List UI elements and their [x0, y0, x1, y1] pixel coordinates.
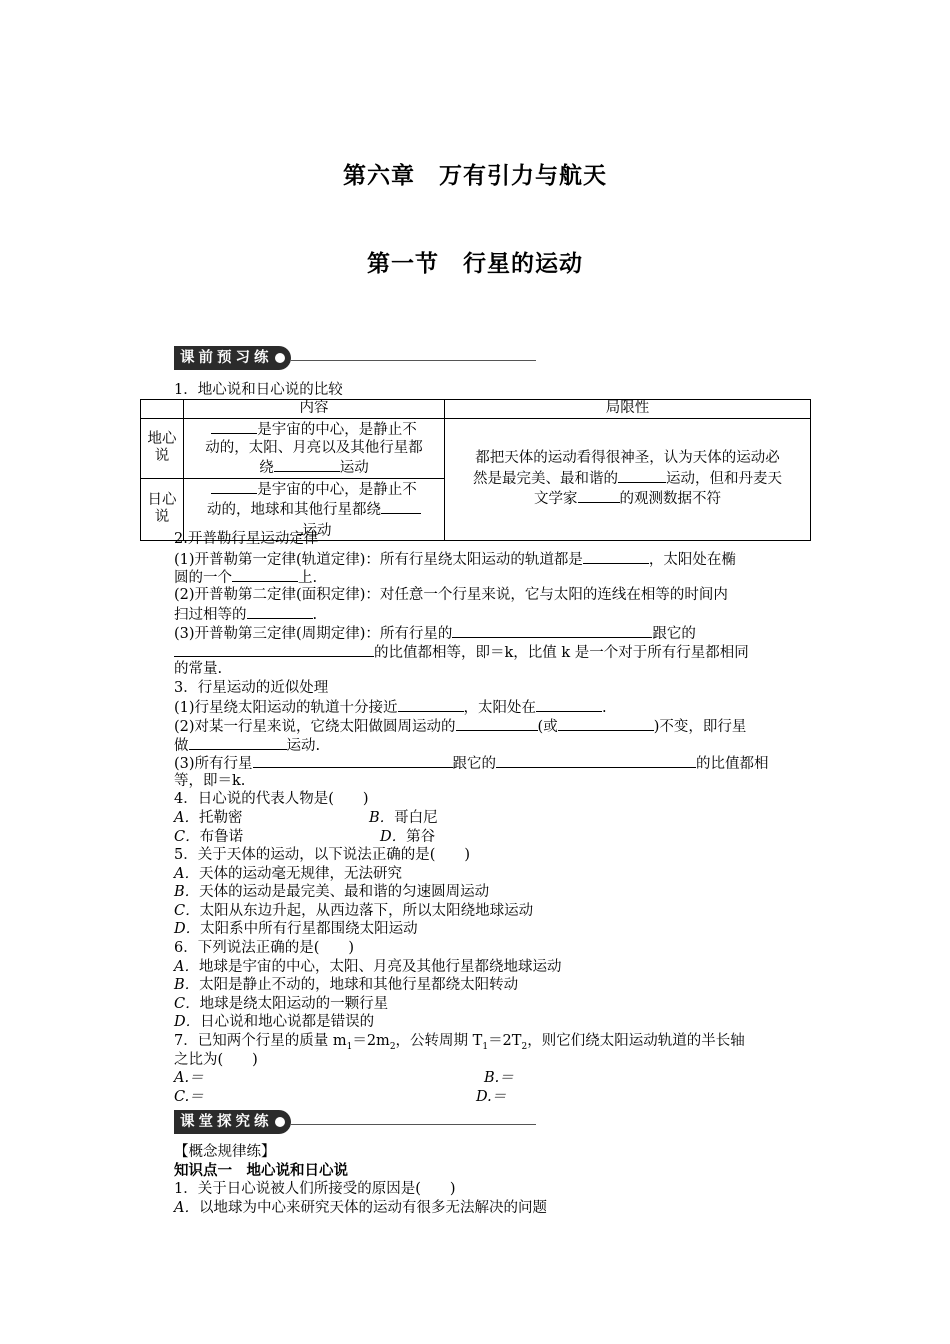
banner-rule — [291, 360, 536, 361]
q6-option-c — [174, 995, 812, 1014]
row2-c: 运动 — [302, 522, 332, 539]
section-title: 第一节 行星的运动 — [367, 251, 583, 277]
row1-content — [184, 419, 445, 479]
part2-text — [174, 1143, 812, 1217]
q1-title — [174, 381, 812, 400]
blank — [558, 716, 654, 731]
q7-option-c: C.＝ — [174, 1088, 204, 1105]
chapter-title: 第六章 万有引力与航天 — [343, 163, 607, 189]
option-text: 天体的运动是最完美、最和谐的匀速圆周运动 — [199, 884, 490, 901]
q3-l2c: )不变，即行星 — [653, 718, 747, 735]
q4-option-d — [380, 828, 435, 847]
q5-option-b — [174, 883, 812, 902]
option-label: C． — [174, 995, 200, 1012]
blank — [536, 697, 602, 712]
q7-stem-d: ＝2T — [488, 1033, 522, 1050]
subscript: 2 — [389, 1041, 396, 1052]
row1-b: 动的，太阳、月亮以及其他行星都 — [205, 439, 423, 456]
q7-stem — [174, 1032, 812, 1051]
q2-line3-cont — [174, 642, 812, 661]
q3-line3 — [174, 753, 812, 772]
limit-a: 都把天体的运动看得很神圣，认为天体的运动必 — [475, 450, 780, 467]
q6-stem: 6．下列说法正确的是( ) — [174, 940, 355, 957]
q2-l1d: 上. — [298, 570, 318, 587]
option-label: D． — [380, 828, 407, 845]
part2-q1-stem: 1．关于日心说被人们所接受的原因是( ) — [174, 1181, 456, 1198]
option-label: B． — [369, 809, 395, 826]
q7-stem-c: ，公转周期 T — [395, 1033, 483, 1050]
limit-c1: 文学家 — [534, 491, 578, 508]
q3-l1b: ，太阳处在 — [463, 700, 537, 717]
row2-b: 动的，地球和其他行星都绕 — [207, 502, 381, 518]
header-content: 内容 — [184, 400, 445, 419]
blank — [211, 479, 257, 494]
q6-option-a — [174, 958, 812, 977]
q3-l3c: 的比值都相 — [696, 756, 769, 773]
row1-c1: 绕 — [259, 460, 274, 476]
blank — [452, 623, 652, 638]
q4-option-c — [174, 828, 380, 847]
option-label: B． — [174, 884, 200, 901]
q3-l3a: (3)所有行星 — [174, 756, 253, 773]
limit-b2: 运动，但和丹麦天 — [666, 470, 782, 487]
q4-options-ab — [174, 809, 812, 828]
q7-options-ab — [174, 1069, 812, 1088]
option-label: B． — [174, 977, 200, 994]
q7-option-d: D.＝ — [476, 1088, 507, 1105]
option-text: 哥白尼 — [394, 809, 438, 826]
blank — [211, 419, 257, 434]
knowledge-point: 知识点一 地心说和日心说 — [174, 1162, 348, 1179]
q7-option-b: B.＝ — [484, 1070, 514, 1087]
blank — [253, 753, 453, 768]
subscript: 1 — [482, 1041, 489, 1052]
table-header-row — [141, 400, 811, 419]
q3-line1 — [174, 697, 812, 716]
option-text: 以地球为中心来研究天体的运动有很多无法解决的问题 — [198, 1199, 547, 1216]
q2-l2c: . — [312, 607, 318, 624]
blank — [232, 567, 298, 582]
option-label: A． — [174, 865, 199, 882]
option-text: 地球是绕太阳运动的一颗行星 — [199, 995, 389, 1012]
q6-option-d — [174, 1013, 812, 1032]
q4-option-b — [369, 809, 438, 828]
q6-option-b — [174, 976, 812, 995]
body-text — [174, 530, 812, 1106]
q5-stem: 5．关于天体的运动，以下说法正确的是( ) — [174, 847, 471, 864]
limit-cell — [445, 419, 811, 541]
option-label: A． — [174, 1199, 199, 1216]
q4-stem: 4．日心说的代表人物是( ) — [174, 791, 369, 808]
classroom-banner — [174, 1109, 536, 1135]
q7-option-a: A.＝ — [174, 1070, 204, 1087]
row1-a: 是宇宙的中心，是静止不 — [257, 422, 417, 438]
preview-banner-text: 课前预习练 — [180, 350, 273, 366]
blank — [578, 488, 620, 503]
limit-b1: 然是最完美、最和谐的 — [473, 470, 618, 487]
q1-title-text: 1．地心说和日心说的比较 — [174, 382, 343, 398]
part2-heading: 【概念规律练】 — [174, 1144, 276, 1160]
q3-title: 3．行星运动的近似处理 — [174, 679, 329, 696]
q2-l3c: 的比值都相等，即＝k，比值 k 是一个对于所有行星都相同 — [374, 644, 749, 661]
q2-line1-cont — [174, 567, 812, 586]
q3-l1c: . — [602, 700, 607, 717]
blank — [174, 642, 374, 657]
blank — [496, 753, 696, 768]
q3-l2a: (2)对某一行星来说，它绕太阳做圆周运动的 — [174, 718, 456, 735]
subscript: 2 — [521, 1041, 528, 1052]
q2-l2b: 扫过相等的 — [174, 607, 247, 624]
dot-icon — [275, 353, 285, 363]
limit-c2: 的观测数据不符 — [619, 491, 721, 508]
blank — [247, 604, 313, 619]
option-label: D． — [174, 921, 201, 938]
option-text: 第谷 — [406, 828, 436, 845]
q3-l3b: 跟它的 — [452, 756, 497, 773]
q7-options-cd — [174, 1088, 812, 1107]
blank — [381, 499, 421, 514]
q5-option-c — [174, 902, 812, 921]
q2-line3-end: 的常量. — [174, 661, 223, 678]
q3-l2d: 做 — [174, 737, 189, 754]
q2-line3 — [174, 623, 812, 642]
blank — [398, 697, 464, 712]
q3-l1a: (1)行星绕太阳运动的轨道十分接近 — [174, 700, 398, 717]
classroom-banner-label — [174, 1110, 291, 1134]
table-row — [141, 419, 811, 479]
row2-label: 日心说 — [141, 478, 184, 541]
q4-option-a — [174, 809, 369, 828]
q3-line3-end: 等，即＝k. — [174, 772, 246, 789]
preview-banner-label — [174, 346, 291, 370]
row1-label: 地心说 — [141, 419, 184, 479]
option-text: 地球是宇宙的中心，太阳、月亮及其他行星都绕地球运动 — [198, 958, 562, 975]
q7-stem-a: 7．已知两个行星的质量 m — [174, 1033, 347, 1050]
option-text: 太阳系中所有行星都围绕太阳运动 — [200, 921, 418, 938]
blank — [583, 549, 649, 564]
q2-l1a: (1)开普勒第一定律(轨道定律)：所有行星绕太阳运动的轨道都是 — [174, 551, 583, 568]
q7-stem-e: ，则它们绕太阳运动轨道的半长轴 — [527, 1033, 745, 1050]
q7-stem-cont: 之比为( ) — [174, 1051, 258, 1068]
q2-l3b: 跟它的 — [652, 625, 696, 642]
option-label: C． — [174, 902, 200, 919]
q5-option-d — [174, 920, 812, 939]
option-text: 太阳是静止不动的，地球和其他行星都绕太阳转动 — [199, 977, 519, 994]
subscript: 1 — [346, 1041, 353, 1052]
q5-option-a — [174, 865, 812, 884]
q3-line2-cont — [174, 735, 812, 754]
q2-l1c: 圆的一个 — [174, 570, 232, 587]
option-text: 日心说和地心说都是错误的 — [200, 1014, 375, 1031]
option-text: 天体的运动毫无规律，无法研究 — [198, 865, 402, 882]
option-text: 布鲁诺 — [199, 828, 244, 845]
option-text: 托勒密 — [198, 809, 243, 826]
q2-line1 — [174, 549, 812, 568]
option-text: 太阳从东边升起，从西边落下，所以太阳绕地球运动 — [199, 902, 534, 919]
q3-l2e: 运动. — [286, 737, 321, 754]
option-label: A． — [174, 958, 199, 975]
q2-line2: (2)开普勒第二定律(面积定律)：对任意一个行星来说，它与太阳的连线在相等的时间内 — [174, 586, 728, 603]
q3-l2b: (或 — [537, 718, 558, 735]
option-label: A． — [174, 809, 199, 826]
dot-icon — [275, 1117, 285, 1127]
q3-line2 — [174, 716, 812, 735]
part2-q1-option-a — [174, 1199, 812, 1218]
row1-c2: 运动 — [339, 460, 369, 476]
blank — [189, 735, 287, 750]
blank — [618, 468, 666, 483]
option-label: C． — [174, 828, 200, 845]
option-label: D． — [174, 1014, 201, 1031]
q4-options-cd — [174, 828, 812, 847]
q2-l3a: (3)开普勒第三定律(周期定律)：所有行星的 — [174, 625, 453, 642]
preview-banner — [174, 345, 536, 371]
q2-title: 2.开普勒行星运动定律 — [174, 531, 319, 547]
comparison-table — [140, 399, 811, 541]
q2-line2-cont — [174, 604, 812, 623]
classroom-banner-text: 课堂探究练 — [180, 1114, 273, 1130]
blank — [456, 716, 538, 731]
header-limit: 局限性 — [445, 400, 811, 419]
q7-stem-b: ＝2m — [352, 1033, 390, 1050]
blank — [274, 457, 340, 472]
table-corner-cell — [141, 400, 184, 419]
banner-rule — [291, 1124, 536, 1125]
row2-a: 是宇宙的中心，是静止不 — [257, 481, 417, 498]
q2-l1b: ，太阳处在椭 — [648, 551, 736, 568]
